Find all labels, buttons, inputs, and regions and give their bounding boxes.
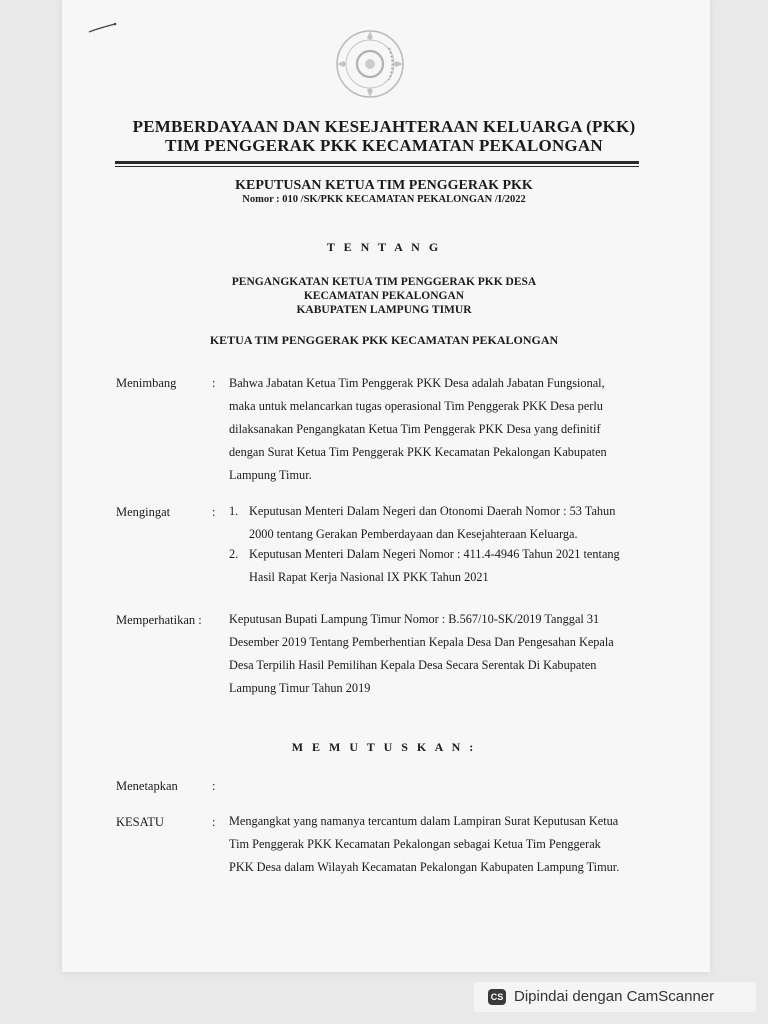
memperhatikan-text: [229, 608, 639, 700]
menimbang-line: Lampung Timur.: [229, 468, 312, 482]
menimbang-line: dengan Surat Ketua Tim Penggerak PKK Kecamatan Pekalongan Kabupaten: [229, 445, 607, 459]
memperhatikan-label: Memperhatikan :: [116, 613, 202, 627]
menimbang-label: Menimbang: [116, 376, 177, 390]
issuer-heading: KETUA TIM PENGGERAK PKK KECAMATAN PEKALONGAN: [209, 333, 559, 347]
organization-name: PEMBERDAYAAN DAN KESEJAHTERAAN KELUARGA (PKK): [132, 117, 636, 136]
kesatu-label: KESATU: [116, 815, 164, 829]
decree-number: Nomor : 010 /SK/PKK KECAMATAN PEKALONGAN /I/2022: [242, 194, 526, 205]
decree-title: KEPUTUSAN KETUA TIM PENGGERAK PKK: [235, 178, 533, 193]
header-divider-thick: [115, 161, 639, 164]
memperhatikan-line: Desa Terpilih Hasil Pemilihan Kepala Desa Secara Serentak Di Kabupaten: [229, 658, 597, 672]
kesatu-text: [229, 810, 639, 879]
pkk-logo-seal: [334, 28, 406, 100]
mengingat-item-line: Hasil Rapat Kerja Nasional IX PKK Tahun 2021: [249, 570, 489, 584]
tentang-heading: T E N T A N G: [326, 240, 442, 254]
kesatu-line: Mengangkat yang namanya tercantum dalam Lampiran Surat Keputusan Ketua: [229, 814, 619, 828]
subject-line-2: KECAMATAN PEKALONGAN: [303, 290, 465, 302]
camscanner-icon: CS: [488, 989, 506, 1005]
pen-mark: [88, 22, 118, 34]
team-name: TIM PENGGERAK PKK KECAMATAN PEKALONGAN: [165, 136, 603, 155]
menimbang-colon: :: [212, 376, 216, 390]
camscanner-text: Dipindai dengan CamScanner: [514, 988, 715, 1005]
memperhatikan-line: Lampung Timur Tahun 2019: [229, 681, 371, 695]
list-number: 1.: [229, 504, 239, 518]
menetapkan-colon: :: [212, 779, 216, 793]
mengingat-item-line: Keputusan Menteri Dalam Negeri Nomor : 411.4-4946 Tahun 2021 tentang: [249, 547, 620, 561]
memperhatikan-line: Keputusan Bupati Lampung Timur Nomor : B.567/10-SK/2019 Tanggal 31: [229, 612, 600, 626]
list-number: 2.: [229, 547, 239, 561]
kesatu-line: PKK Desa dalam Wilayah Kecamatan Pekalongan Kabupaten Lampung Timur.: [229, 860, 620, 874]
menimbang-line: maka untuk melancarkan tugas operasional Tim Penggerak PKK Desa perlu: [229, 399, 603, 413]
mengingat-item-line: Keputusan Menteri Dalam Negeri dan Otonomi Daerah Nomor : 53 Tahun: [249, 504, 616, 518]
header-divider-thin: [115, 166, 639, 167]
menimbang-line: dilaksanakan Pengangkatan Ketua Tim Penggerak PKK Desa yang definitif: [229, 422, 601, 436]
subject-line-3: KABUPATEN LAMPUNG TIMUR: [296, 304, 472, 316]
kesatu-line: Tim Penggerak PKK Kecamatan Pekalongan sebagai Ketua Tim Penggerak: [229, 837, 601, 851]
subject-line-1: PENGANGKATAN KETUA TIM PENGGERAK PKK DESA: [231, 276, 537, 288]
mengingat-label: Mengingat: [116, 505, 171, 519]
menimbang-line: Bahwa Jabatan Ketua Tim Penggerak PKK Desa adalah Jabatan Fungsional,: [229, 376, 605, 390]
menetapkan-label: Menetapkan: [116, 779, 178, 793]
kesatu-colon: :: [212, 815, 216, 829]
mengingat-item-line: 2000 tentang Gerakan Pemberdayaan dan Kesejahteraan Keluarga.: [249, 527, 578, 541]
memutuskan-heading: M E M U T U S K A N :: [291, 740, 477, 754]
camscanner-watermark: [474, 982, 756, 1012]
mengingat-colon: :: [212, 505, 216, 519]
menimbang-text: [229, 372, 639, 487]
memperhatikan-line: Desember 2019 Tentang Pemberhentian Kepala Desa Dan Pengesahan Kepala: [229, 635, 614, 649]
